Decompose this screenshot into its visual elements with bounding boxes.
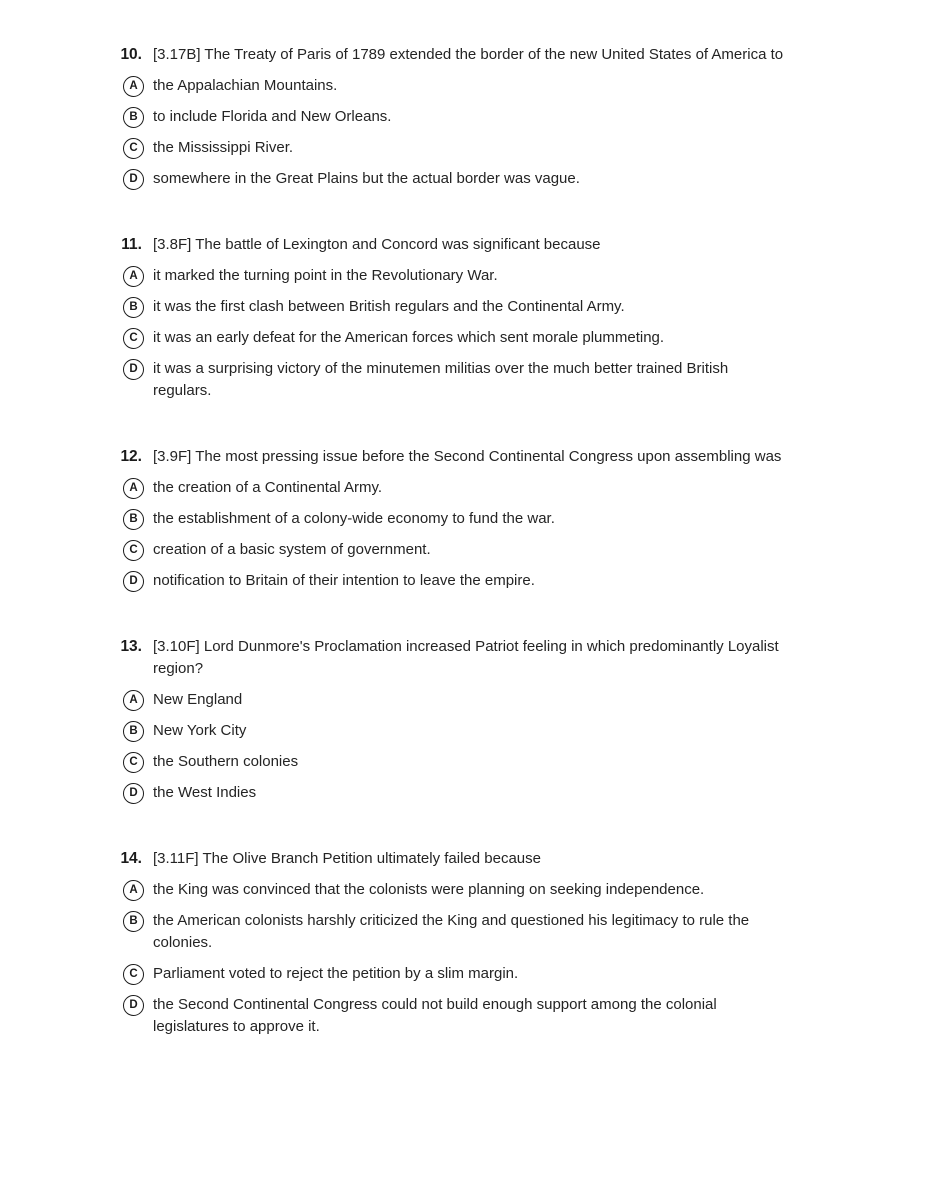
option-text [153, 358, 728, 402]
option-text [153, 265, 498, 287]
option-letter-badge [123, 478, 144, 499]
question-block [100, 848, 860, 1038]
option-text [153, 327, 664, 349]
option-row [100, 106, 860, 128]
question-block [100, 234, 860, 402]
option-row [100, 168, 860, 190]
text-line: creation of a basic system of government. [153, 541, 431, 558]
option-letter-badge [123, 911, 144, 932]
question-header [100, 446, 860, 468]
option-row [100, 508, 860, 530]
text-line: colonies. [153, 934, 213, 951]
option-text [153, 296, 625, 318]
option-letter: D [129, 574, 138, 587]
option-letter-badge [123, 721, 144, 742]
option-letter: C [129, 543, 138, 556]
option-letter-badge [123, 328, 144, 349]
option-letter: B [129, 914, 138, 927]
option-row [100, 994, 860, 1038]
text-line: the Southern colonies [153, 753, 299, 770]
option-text [153, 782, 256, 804]
option-text [153, 751, 298, 773]
option-text [153, 910, 749, 954]
option-letter: B [129, 512, 138, 525]
option-row [100, 720, 860, 742]
question-text [153, 446, 781, 468]
text-line: the creation of a Continental Army. [153, 479, 383, 496]
option-text [153, 477, 382, 499]
question-header [100, 234, 860, 256]
option-text [153, 689, 242, 711]
text-line: [3.8F] The battle of Lexington and Concord was significant because [153, 236, 601, 253]
option-row [100, 879, 860, 901]
text-line: the Mississippi River. [153, 139, 294, 156]
text-line: the Appalachian Mountains. [153, 77, 338, 94]
text-line: it was an early defeat for the American forces which sent morale plummeting. [153, 329, 665, 346]
option-row [100, 751, 860, 773]
option-letter-badge [123, 266, 144, 287]
option-text [153, 137, 293, 159]
option-letter: A [129, 79, 138, 92]
option-letter-badge [123, 138, 144, 159]
option-text [153, 106, 391, 128]
question-number: 13. [120, 638, 142, 655]
option-letter-badge [123, 359, 144, 380]
text-line: it marked the turning point in the Revolutionary War. [153, 267, 498, 284]
question-header [100, 848, 860, 870]
question-block [100, 446, 860, 592]
option-letter-badge [123, 297, 144, 318]
option-letter-badge [123, 690, 144, 711]
option-row [100, 358, 860, 402]
text-line: the King was convinced that the colonists were planning on seeking independence. [153, 881, 705, 898]
option-text [153, 508, 555, 530]
text-line: [3.10F] Lord Dunmore's Proclamation increased Patriot feeling in which predominantly Loyalist [153, 638, 779, 655]
option-row [100, 539, 860, 561]
text-line: Parliament voted to reject the petition by a slim margin. [153, 965, 519, 982]
option-row [100, 910, 860, 954]
option-row [100, 782, 860, 804]
option-text [153, 720, 246, 742]
option-row [100, 570, 860, 592]
option-letter-badge [123, 169, 144, 190]
text-line: it was the first clash between British regulars and the Continental Army. [153, 298, 625, 315]
text-line: legislatures to approve it. [153, 1018, 320, 1035]
question-text [153, 636, 779, 680]
text-line: regulars. [153, 382, 212, 399]
option-row [100, 689, 860, 711]
text-line: it was a surprising victory of the minutemen militias over the much better trained British [153, 360, 729, 377]
option-letter-badge [123, 752, 144, 773]
option-text [153, 75, 337, 97]
option-letter: B [129, 300, 138, 313]
text-line: notification to Britain of their intention to leave the empire. [153, 572, 535, 589]
quiz-document-page [100, 44, 860, 1038]
option-letter: A [129, 883, 138, 896]
option-letter: A [129, 693, 138, 706]
option-letter: C [129, 141, 138, 154]
option-row [100, 963, 860, 985]
question-header [100, 636, 860, 680]
option-row [100, 477, 860, 499]
text-line: New York City [153, 722, 247, 739]
option-letter: A [129, 269, 138, 282]
option-letter: C [129, 331, 138, 344]
option-text [153, 963, 518, 985]
question-text [153, 848, 541, 870]
option-letter: C [129, 967, 138, 980]
option-text [153, 539, 431, 561]
question-text [153, 44, 783, 66]
text-line: the American colonists harshly criticized the King and questioned his legitimacy to rule the [153, 912, 750, 929]
text-line: [3.11F] The Olive Branch Petition ultimately failed because [153, 850, 541, 867]
option-letter-badge [123, 995, 144, 1016]
option-row [100, 137, 860, 159]
text-line: to include Florida and New Orleans. [153, 108, 392, 125]
question-number: 10. [120, 46, 142, 63]
text-line: [3.17B] The Treaty of Paris of 1789 extended the border of the new United States of America to [153, 46, 784, 63]
text-line: New England [153, 691, 243, 708]
option-letter-badge [123, 107, 144, 128]
text-line: the establishment of a colony-wide economy to fund the war. [153, 510, 555, 527]
option-text [153, 570, 535, 592]
option-letter: C [129, 755, 138, 768]
question-number: 11. [121, 236, 142, 253]
option-letter-badge [123, 509, 144, 530]
option-letter: B [129, 724, 138, 737]
option-letter: D [129, 362, 138, 375]
option-row [100, 265, 860, 287]
option-letter: B [129, 110, 138, 123]
question-block [100, 44, 860, 190]
option-letter: D [129, 998, 138, 1011]
option-letter: D [129, 786, 138, 799]
option-letter-badge [123, 76, 144, 97]
text-line: the West Indies [153, 784, 257, 801]
option-text [153, 168, 580, 190]
question-number: 14. [120, 850, 142, 867]
option-row [100, 75, 860, 97]
option-letter: D [129, 172, 138, 185]
option-text [153, 879, 704, 901]
option-letter-badge [123, 571, 144, 592]
text-line: the Second Continental Congress could not build enough support among the colonial [153, 996, 717, 1013]
question-text [153, 234, 601, 256]
option-letter-badge [123, 880, 144, 901]
text-line: [3.9F] The most pressing issue before the Second Continental Congress upon assembling was [153, 448, 782, 465]
option-letter-badge [123, 540, 144, 561]
option-text [153, 994, 717, 1038]
option-letter-badge [123, 964, 144, 985]
question-number: 12. [120, 448, 142, 465]
option-row [100, 296, 860, 318]
option-letter-badge [123, 783, 144, 804]
text-line: somewhere in the Great Plains but the actual border was vague. [153, 170, 580, 187]
text-line: region? [153, 660, 204, 677]
question-header [100, 44, 860, 66]
option-row [100, 327, 860, 349]
question-block [100, 636, 860, 804]
option-letter: A [129, 481, 138, 494]
